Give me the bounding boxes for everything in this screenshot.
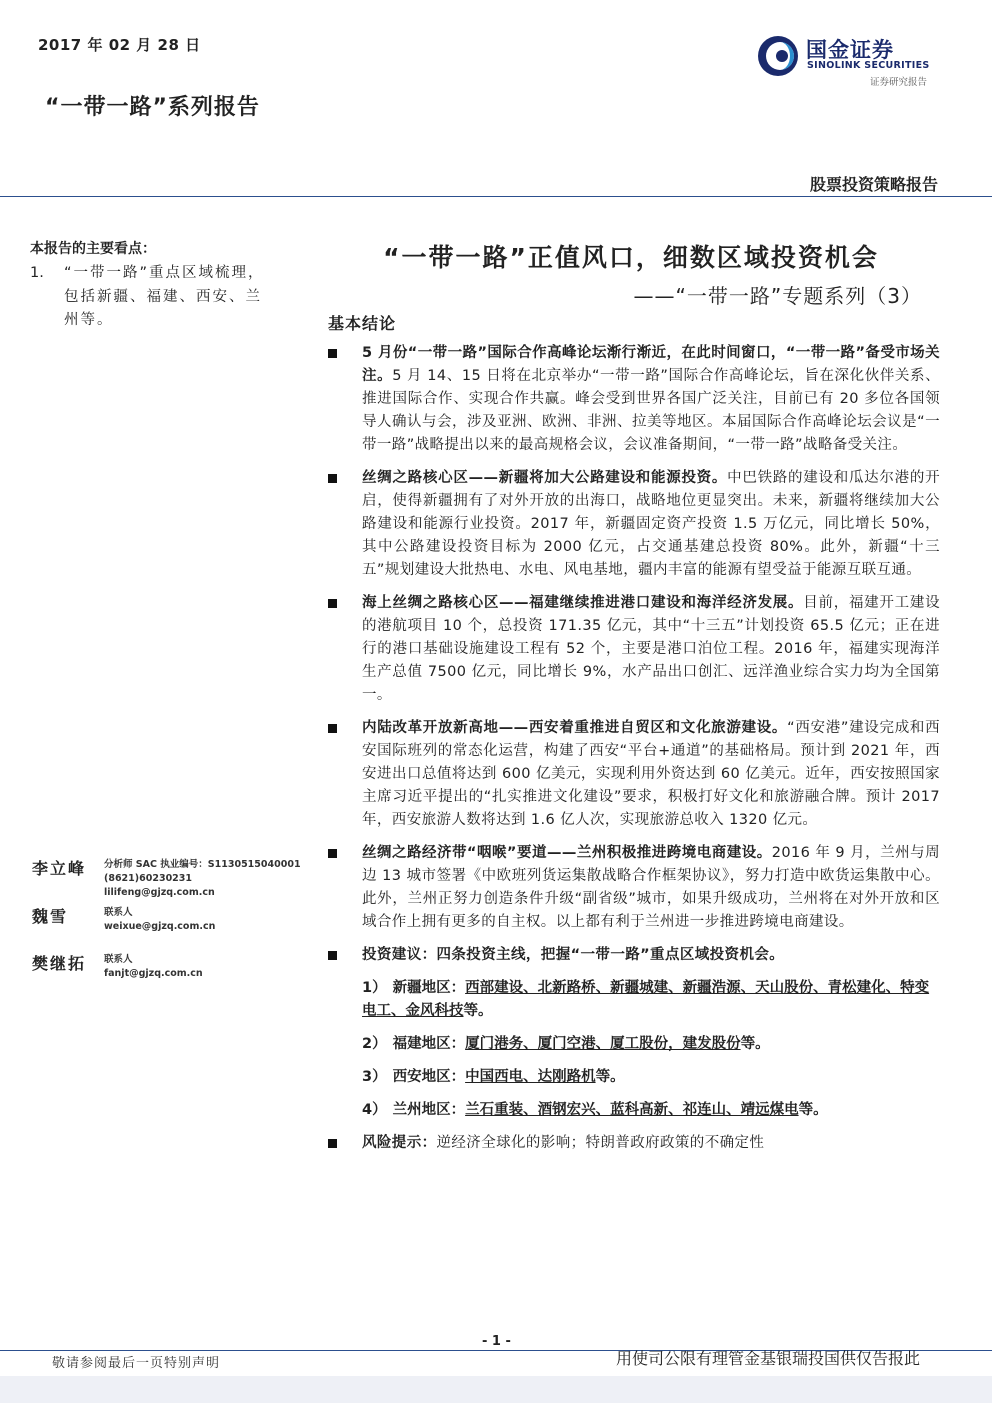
recommendation-region: 福建地区： <box>392 1036 466 1052</box>
bullet-lead: 丝绸之路经济带“咽喉”要道——兰州积极推进跨境电商建设。 <box>362 845 772 861</box>
analyst-name: 魏雪 <box>32 907 69 926</box>
bullet-square-icon <box>328 724 337 733</box>
recommendation-item <box>326 977 940 1023</box>
report-type: 股票投资策略报告 <box>809 175 938 194</box>
key-points-heading: 本报告的主要看点： <box>30 241 156 257</box>
bullet-lead: 内陆改革开放新高地——西安着重推进自贸区和文化旅游建设。 <box>362 720 788 736</box>
report-title: “一带一路”正值风口，细数区域投资机会 <box>383 243 879 272</box>
recommendation-region: 西安地区： <box>392 1069 466 1085</box>
bullet-square-icon <box>328 951 337 960</box>
recommendation-tail: 等。 <box>740 1036 770 1052</box>
company-logo <box>756 30 946 94</box>
analyst-role: 联系人 <box>104 907 133 918</box>
recommendation-index: 2） <box>362 1036 387 1052</box>
risk-bullet <box>326 1132 940 1155</box>
analyst-info <box>104 858 301 900</box>
bullet-square-icon <box>328 474 337 483</box>
analyst-sac: 分析师 SAC 执业编号：S1130515040001 <box>104 859 301 870</box>
bullet-lead: 丝绸之路核心区——新疆将加大公路建设和能源投资。 <box>362 470 728 486</box>
header-divider <box>0 196 992 197</box>
recommendation-stocks: 兰石重装、酒钢宏兴、蓝科高新、祁连山、靖远煤电 <box>465 1102 799 1118</box>
report-date: 2017 年 02 月 28 日 <box>38 36 201 54</box>
recommendation-stocks: 厦门港务、厦门空港、厦工股份，建发股份 <box>465 1036 741 1052</box>
logo-subtitle: 证券研究报告 <box>870 77 928 88</box>
footer-band <box>0 1376 992 1403</box>
series-title: “一带一路”系列报告 <box>45 95 260 120</box>
recommendation-stocks: 中国西电、达刚路机 <box>465 1069 596 1085</box>
footer-disclaimer: 敬请参阅最后一页特别声明 <box>52 1356 221 1371</box>
recommendation-item <box>326 1066 940 1089</box>
bullet-square-icon <box>328 849 337 858</box>
analyst-email: lilifeng@gjzq.com.cn <box>104 887 215 898</box>
conclusion-bullet <box>326 467 940 582</box>
analyst-phone: (8621)60230231 <box>104 873 193 884</box>
conclusion-bullet <box>326 717 940 832</box>
recommendation-region: 兰州地区： <box>392 1102 466 1118</box>
conclusion-bullet <box>326 842 940 934</box>
risk-label: 风险提示： <box>362 1135 437 1151</box>
analyst-name: 李立峰 <box>32 859 87 878</box>
report-subtitle: ——“一带一路”专题系列（3） <box>633 284 922 308</box>
analyst-email: weixue@gjzq.com.cn <box>104 921 216 932</box>
conclusion-bullet <box>326 342 940 457</box>
bullet-square-icon <box>328 349 337 358</box>
recommendation-item <box>326 1033 940 1056</box>
conclusion-bullet <box>326 592 940 707</box>
bullet-body: 中巴铁路的建设和瓜达尔港的开启，使得新疆拥有了对外开放的出海口，战略地位更显突出。未来，新疆将继续加大公路建设和能源行业投资。2017 年，新疆固定资产投资 1.5 万亿元，同比增长 50%，其中公路建设投资目标为 2000 亿元，占交通基建总投资 80%。此外，新疆“十三五”规划建设大批热电、水电、风电基地，疆内丰富的能源有望受益于能源互联互通。 <box>362 470 940 578</box>
risk-text: 逆经济全球化的影响；特朗普政府政策的不确定性 <box>436 1135 765 1151</box>
bullet-body: 5 月 14、15 日将在北京举办“一带一路”国际合作高峰论坛，旨在深化伙伴关系、推进国际合作、实现合作共赢。峰会受到世界各国广泛关注，目前已有 20 多位各国领导人确认与会，涉及亚洲、欧洲、非洲、拉美等地区。本届国际合作高峰论坛会议是“一带一路”战略提出以来的最高规格会议，会议准备期间，“一带一路”战略备受关注。 <box>362 368 940 453</box>
bullet-square-icon <box>328 599 337 608</box>
bullet-lead: 投资建议：四条投资主线，把握“一带一路”重点区域投资机会。 <box>362 947 785 963</box>
analyst-name: 樊继拓 <box>32 954 87 973</box>
investment-advice-bullet <box>326 944 940 967</box>
bullet-body: 目前，福建开工建设的港航项目 10 个，总投资 171.35 亿元，其中“十三五”计划投资 65.5 亿元；正在进行的港口基础设施建设工程有 52 个，主要是港口泊位工程。2016 年，福建实现海洋生产总值 7500 亿元，同比增长 9%，水产品出口创汇、远洋渔业综合实力均为全国第一。 <box>362 595 940 703</box>
key-point-item <box>30 262 270 333</box>
section-heading: 基本结论 <box>328 314 397 333</box>
recommendation-tail: 等。 <box>595 1069 625 1085</box>
sinolink-logo-icon <box>756 34 800 78</box>
key-point-number: 1. <box>30 265 44 281</box>
bullet-square-icon <box>328 1139 337 1148</box>
recommendation-stocks: 西部建设、北新路桥、新疆城建、新疆浩源、天山股份、青松建化、特变电工、金风科技 <box>362 980 930 1019</box>
conclusions-list <box>326 342 940 1165</box>
recommendation-tail: 等。 <box>463 1003 493 1019</box>
recommendation-index: 1） <box>362 980 387 996</box>
footer-notice: 用使司公限有理管金基银瑞投国供仅告报此 <box>616 1349 921 1368</box>
recommendation-region: 新疆地区： <box>392 980 466 996</box>
analyst-info <box>104 906 215 934</box>
analyst-role: 联系人 <box>104 954 133 965</box>
key-point-text: “一带一路”重点区域梳理，包括新疆、福建、西安、兰州等。 <box>64 265 265 328</box>
recommendation-item <box>326 1099 940 1122</box>
bullet-body: “西安港”建设完成和西安国际班列的常态化运营，构建了西安“平台+通道”的基础格局。预计到 2021 年，西安进出口总值将达到 600 亿美元，实现利用外资达到 60 亿美元。近年，西安按照国家主席习近平提出的“扎实推进文化建设”要求，积极打好文化和旅游融合牌。预计 2017 年，西安旅游人数将达到 1.6 亿人次，实现旅游总收入 1320 亿元。 <box>362 720 940 828</box>
bullet-lead: 海上丝绸之路核心区——福建继续推进港口建设和海洋经济发展。 <box>362 595 804 611</box>
bullet-body: 2016 年 9 月，兰州与周边 13 城市签署《中欧班列货运集散战略合作框架协议》，努力打造中欧货运集散中心。此外，兰州正努力创造条件升级“副省级”城市，如果升级成功，兰州将在对外开放和区域合作上拥有更多的自主权。以上都有利于兰州进一步推进跨境电商建设。 <box>362 845 940 930</box>
logo-english-name: SINOLINK SECURITIES <box>807 60 930 71</box>
bullet-lead: 5 月份“一带一路”国际合作高峰论坛渐行渐近，在此时间窗口，“一带一路”备受市场关注。 <box>362 345 940 384</box>
recommendation-index: 4） <box>362 1102 387 1118</box>
recommendation-index: 3） <box>362 1069 387 1085</box>
page-number: - 1 - <box>482 1334 511 1349</box>
logo-chinese-name: 国金证券 <box>806 38 894 62</box>
analyst-info <box>104 953 203 981</box>
recommendation-tail: 等。 <box>798 1102 828 1118</box>
analyst-email: fanjt@gjzq.com.cn <box>104 968 203 979</box>
